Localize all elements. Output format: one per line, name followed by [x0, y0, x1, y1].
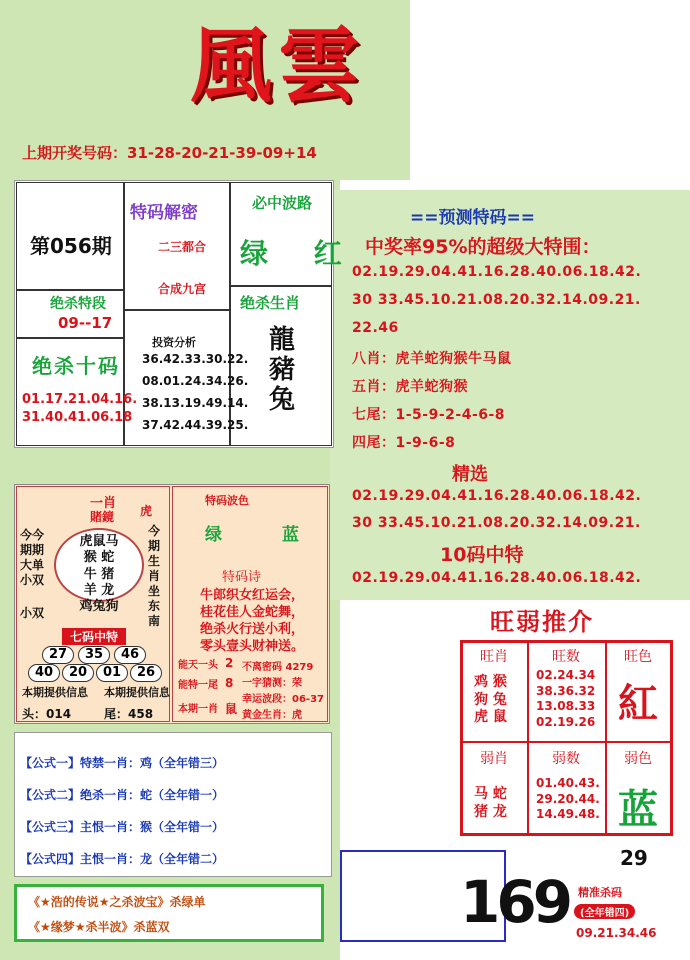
formula-line: 【公式二】绝杀一肖：蛇（全年错一） [20, 788, 225, 802]
select-line: 30 33.45.10.21.08.20.32.14.09.21. [352, 515, 641, 531]
vertical-text-left: 今今期期大单小双 [20, 528, 45, 587]
info-right: 本期提供信息 [104, 686, 170, 699]
kill-special-value: 09--17 [58, 314, 113, 332]
extra-value: 2 [225, 656, 234, 670]
precise-kill-numbers: 09.21.34.46 [576, 926, 657, 940]
code-secret-title: 特码解密 [130, 203, 198, 223]
poem-line: 牛郎织女红运会， [200, 588, 305, 603]
poem-line: 绝杀火行送小利， [200, 622, 305, 637]
weak-numbers: 01.40.43. 29.20.44. 14.49.48. [536, 776, 600, 822]
head-digits: 头：014 [22, 707, 72, 721]
big-digits: 169 [460, 868, 570, 936]
zodiac-wheel-text: 虎鼠马 猴 蛇 牛 猪 羊 龙 鸡兔狗 [79, 534, 119, 614]
precise-kill-sub: (全年错四) [574, 904, 635, 919]
tm-wave-title: 特码波色 [205, 494, 249, 507]
code-secret-line1: 二三都合 [158, 240, 207, 254]
formula-line: 【公式三】主恨一肖：猴（全年错一） [20, 820, 225, 834]
seven-code-ball: 26 [130, 664, 162, 682]
wave-title: 必中波路 [252, 194, 313, 212]
strong-color: 紅 [618, 680, 658, 727]
page-title: 風雲 [190, 18, 367, 114]
one-zodiac-label: 一肖 [90, 496, 117, 511]
kill-ten-title: 绝杀十码 [32, 354, 120, 378]
investment-line: 08.01.24.34.26. [142, 374, 249, 388]
prediction-line: 八肖：虎羊蛇狗猴牛马鼠 [352, 351, 512, 367]
seven-code-ball: 46 [114, 646, 146, 664]
poem-line: 桂花佳人金蛇舞， [200, 605, 305, 620]
seven-code-ball: 40 [28, 664, 60, 682]
weak-zodiac-header: 弱肖 [480, 751, 508, 767]
investment-line: 38.13.19.49.14. [142, 396, 249, 410]
legend-line: 《★浩的传说★之杀波宝》杀绿单 [28, 895, 206, 909]
seven-code-ball: 01 [96, 664, 128, 682]
formula-line: 【公式一】特禁一肖：鸡（全年错三） [20, 756, 225, 770]
investment-line: 36.42.33.30.22. [142, 352, 249, 366]
ten-code-title: 10码中特 [440, 544, 524, 566]
weak-zodiacs: 马 蛇 猪 龙 [474, 786, 507, 820]
seven-code-title: 七码中特 [62, 628, 126, 645]
prediction-line: 七尾：1-5-9-2-4-6-8 [352, 407, 506, 423]
extra-label: 本期一肖 [178, 704, 218, 715]
tm-wave-right: 蓝 [282, 525, 299, 545]
prediction-line: 30 33.45.10.21.08.20.32.14.09.21. [352, 292, 641, 308]
poem-title: 特码诗 [222, 570, 262, 585]
prediction-title: ==预测特码== [410, 208, 535, 228]
kill-special-title: 绝杀特段 [50, 296, 106, 312]
previous-draw-numbers: 上期开奖号码：31-28-20-21-39-09+14 [22, 144, 317, 162]
prediction-subtitle: 中奖率95%的超级大特围： [365, 236, 601, 258]
seven-code-ball: 20 [62, 664, 94, 682]
extra-right-line: 不离密码 4279 [242, 662, 314, 673]
investment-line: 37.42.44.39.25. [142, 418, 249, 432]
extra-value: 鼠 [225, 702, 238, 716]
extra-value: 8 [225, 676, 234, 690]
strong-numbers: 02.24.34 38.36.32 13.08.33 02.19.26 [536, 668, 596, 729]
seven-code-ball: 35 [78, 646, 110, 664]
extra-label: 能特一尾 [178, 680, 218, 691]
one-zodiac-sub: 賭鏡 [90, 510, 115, 524]
select-line: 02.19.29.04.41.16.28.40.06.18.42. [352, 488, 642, 504]
extra-right-line: 黄金生肖：虎 [242, 710, 302, 721]
extra-label: 能天一头 [178, 660, 218, 671]
tm-wave-left: 绿 [205, 525, 222, 545]
investment-title: 投资分析 [152, 336, 196, 349]
prediction-line: 五肖：虎羊蛇狗猴 [352, 379, 468, 395]
strong-zodiacs: 鸡 猴 狗 兔 虎 鼠 [474, 674, 507, 725]
kill-zodiac-title: 绝杀生肖 [240, 294, 301, 312]
weak-color-header: 弱色 [624, 751, 652, 767]
weak-color: 蓝 [618, 786, 658, 833]
number-29: 29 [620, 846, 648, 870]
info-left: 本期提供信息 [22, 686, 88, 699]
strong-color-header: 旺色 [624, 649, 652, 665]
seven-code-ball: 27 [42, 646, 74, 664]
precise-kill-title: 精准杀码 [578, 886, 622, 899]
legend-line: 《★缘梦★杀半波》杀蓝双 [28, 920, 170, 934]
code-secret-line2: 合成九宫 [158, 282, 207, 296]
kill-ten-line1: 01.17.21.04.16. [22, 392, 138, 407]
tail-digits: 尾：458 [104, 707, 154, 721]
extra-right-line: 幸运波段：06-37 [242, 694, 324, 705]
strong-number-header: 旺数 [552, 649, 580, 665]
weak-number-header: 弱数 [552, 751, 580, 767]
issue-number: 第056期 [30, 234, 112, 258]
select-title: 精选 [452, 464, 488, 485]
prediction-line: 四尾：1-9-6-8 [352, 435, 456, 451]
kill-ten-line2: 31.40.41.06.18 [22, 410, 133, 425]
strong-zodiac-header: 旺肖 [480, 649, 508, 665]
prediction-line: 22.46 [352, 320, 399, 336]
strength-title: 旺弱推介 [490, 608, 594, 636]
wave-value: 绿 红 [240, 237, 360, 270]
poem-line: 零头壹头财神送。 [200, 639, 305, 654]
kill-zodiac-list: 龍豬兔 [268, 325, 295, 415]
prediction-line: 02.19.29.04.41.16.28.40.06.18.42. [352, 264, 642, 280]
formula-line: 【公式四】主恨一肖：龙（全年错二） [20, 852, 225, 866]
one-zodiac-value: 虎 [140, 504, 153, 518]
ten-code-line: 02.19.29.04.41.16.28.40.06.18.42. [352, 570, 642, 586]
small-double: 小双 [20, 606, 45, 620]
extra-right-line: 一字猜测：荣 [242, 678, 302, 689]
vertical-text-right: 今期生肖坐东南 [148, 524, 161, 628]
